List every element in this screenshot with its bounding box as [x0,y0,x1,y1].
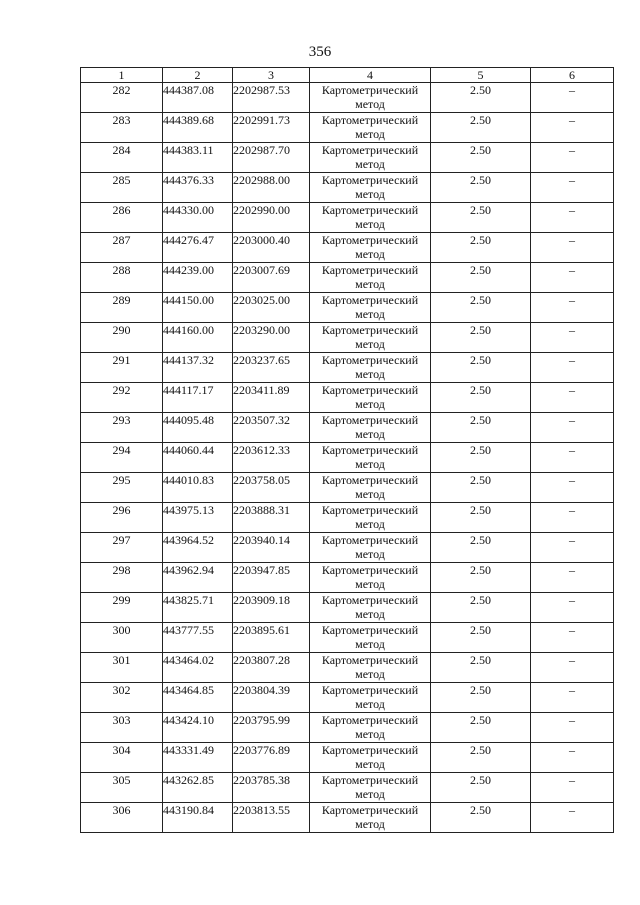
note-value: – [531,473,614,503]
method-line-2: метод [355,427,385,441]
method-line-2: метод [355,367,385,381]
coordinate-y: 2203290.00 [233,323,310,353]
coordinate-y: 2203776.89 [233,743,310,773]
note-value: – [531,143,614,173]
coordinate-x: 444060.44 [163,443,233,473]
method-cell [310,113,431,143]
table-row [81,653,614,683]
method-line-2: метод [355,637,385,651]
table-row [81,803,614,833]
method-line-2: метод [355,337,385,351]
note-value: – [531,653,614,683]
accuracy-value: 2.50 [431,443,531,473]
method-line-2: метод [355,697,385,711]
table-row [81,263,614,293]
note-value: – [531,413,614,443]
note-value: – [531,173,614,203]
note-value: – [531,623,614,653]
method-line-2: метод [355,757,385,771]
coordinate-y: 2203813.55 [233,803,310,833]
method-line-1: Картометрический [321,593,419,607]
column-header-4: 4 [310,68,431,83]
point-number: 295 [81,473,163,503]
point-number: 291 [81,353,163,383]
method-line-1: Картометрический [321,743,419,757]
coordinate-y: 2203785.38 [233,773,310,803]
table-row [81,413,614,443]
method-line-2: метод [355,817,385,831]
method-cell [310,803,431,833]
method-line-1: Картометрический [321,263,419,277]
coordinate-y: 2202987.53 [233,83,310,113]
coordinate-x: 443424.10 [163,713,233,743]
method-cell [310,83,431,113]
accuracy-value: 2.50 [431,653,531,683]
coordinate-x: 443331.49 [163,743,233,773]
accuracy-value: 2.50 [431,713,531,743]
table-row [81,683,614,713]
accuracy-value: 2.50 [431,503,531,533]
point-number: 297 [81,533,163,563]
note-value: – [531,323,614,353]
method-cell [310,533,431,563]
coordinate-y: 2203025.00 [233,293,310,323]
method-line-1: Картометрический [321,323,419,337]
method-line-2: метод [355,397,385,411]
coordinate-x: 443777.55 [163,623,233,653]
method-line-1: Картометрический [321,623,419,637]
coordinate-x: 444117.17 [163,383,233,413]
page-number: 356 [308,44,332,60]
table-row [81,293,614,323]
point-number: 296 [81,503,163,533]
coordinate-x: 444095.48 [163,413,233,443]
table-header [81,68,614,83]
accuracy-value: 2.50 [431,113,531,143]
note-value: – [531,353,614,383]
method-line-1: Картометрический [321,383,419,397]
accuracy-value: 2.50 [431,203,531,233]
method-line-2: метод [355,157,385,171]
table-body [81,83,614,833]
coordinate-y: 2203940.14 [233,533,310,563]
method-line-2: метод [355,187,385,201]
coordinate-y: 2203795.99 [233,713,310,743]
coordinate-x: 444276.47 [163,233,233,263]
method-line-1: Картометрический [321,563,419,577]
coordinate-y: 2203895.61 [233,623,310,653]
note-value: – [531,83,614,113]
accuracy-value: 2.50 [431,473,531,503]
note-value: – [531,233,614,263]
method-line-1: Картометрический [321,413,419,427]
coordinate-x: 444389.68 [163,113,233,143]
column-header-2: 2 [163,68,233,83]
table-row [81,83,614,113]
method-line-2: метод [355,217,385,231]
table-row [81,503,614,533]
point-number: 288 [81,263,163,293]
accuracy-value: 2.50 [431,683,531,713]
note-value: – [531,743,614,773]
note-value: – [531,293,614,323]
method-cell [310,443,431,473]
column-header-5: 5 [431,68,531,83]
point-number: 302 [81,683,163,713]
method-line-2: метод [355,247,385,261]
method-line-2: метод [355,457,385,471]
coordinate-y: 2202990.00 [233,203,310,233]
point-number: 293 [81,413,163,443]
coordinate-y: 2203909.18 [233,593,310,623]
coordinate-x: 443975.13 [163,503,233,533]
method-line-2: метод [355,127,385,141]
accuracy-value: 2.50 [431,173,531,203]
coordinate-y: 2202991.73 [233,113,310,143]
method-line-2: метод [355,727,385,741]
method-line-1: Картометрический [321,533,419,547]
method-line-1: Картометрический [321,353,419,367]
table-row [81,713,614,743]
table-row [81,443,614,473]
column-header-3: 3 [233,68,310,83]
method-line-2: метод [355,307,385,321]
coordinate-x: 444137.32 [163,353,233,383]
method-line-2: метод [355,607,385,621]
coordinate-y: 2203888.31 [233,503,310,533]
table-row [81,773,614,803]
accuracy-value: 2.50 [431,803,531,833]
table-row [81,323,614,353]
table-row [81,533,614,563]
accuracy-value: 2.50 [431,83,531,113]
table-row [81,383,614,413]
point-number: 290 [81,323,163,353]
accuracy-value: 2.50 [431,263,531,293]
method-line-2: метод [355,517,385,531]
table-row [81,593,614,623]
table-row [81,563,614,593]
note-value: – [531,263,614,293]
note-value: – [531,443,614,473]
accuracy-value: 2.50 [431,533,531,563]
method-cell [310,683,431,713]
point-number: 289 [81,293,163,323]
coordinates-table [80,67,614,833]
method-cell [310,173,431,203]
table-row [81,143,614,173]
point-number: 285 [81,173,163,203]
accuracy-value: 2.50 [431,593,531,623]
point-number: 299 [81,593,163,623]
method-cell [310,623,431,653]
coordinate-y: 2202987.70 [233,143,310,173]
table-row [81,173,614,203]
method-cell [310,263,431,293]
accuracy-value: 2.50 [431,773,531,803]
note-value: – [531,383,614,413]
note-value: – [531,533,614,563]
method-cell [310,383,431,413]
method-cell [310,773,431,803]
note-value: – [531,773,614,803]
method-line-1: Картометрический [321,83,419,97]
coordinate-y: 2203007.69 [233,263,310,293]
method-cell [310,203,431,233]
method-cell [310,503,431,533]
table-row [81,233,614,263]
method-cell [310,593,431,623]
point-number: 294 [81,443,163,473]
note-value: – [531,563,614,593]
accuracy-value: 2.50 [431,353,531,383]
note-value: – [531,683,614,713]
method-line-1: Картометрический [321,233,419,247]
method-line-1: Картометрический [321,683,419,697]
method-line-1: Картометрический [321,113,419,127]
point-number: 304 [81,743,163,773]
coordinate-x: 444330.00 [163,203,233,233]
point-number: 298 [81,563,163,593]
coordinate-y: 2203807.28 [233,653,310,683]
method-cell [310,233,431,263]
method-line-2: метод [355,277,385,291]
accuracy-value: 2.50 [431,323,531,353]
coordinate-x: 443464.02 [163,653,233,683]
coordinate-y: 2203612.33 [233,443,310,473]
point-number: 301 [81,653,163,683]
method-line-1: Картометрический [321,473,419,487]
accuracy-value: 2.50 [431,233,531,263]
method-line-1: Картометрический [321,773,419,787]
coordinate-y: 2203804.39 [233,683,310,713]
accuracy-value: 2.50 [431,563,531,593]
note-value: – [531,713,614,743]
accuracy-value: 2.50 [431,383,531,413]
point-number: 305 [81,773,163,803]
point-number: 300 [81,623,163,653]
point-number: 306 [81,803,163,833]
method-line-1: Картометрический [321,443,419,457]
coordinate-x: 444150.00 [163,293,233,323]
coordinate-y: 2203411.89 [233,383,310,413]
table-row [81,743,614,773]
accuracy-value: 2.50 [431,143,531,173]
coordinate-y: 2203758.05 [233,473,310,503]
point-number: 303 [81,713,163,743]
header-row [81,68,614,83]
accuracy-value: 2.50 [431,623,531,653]
note-value: – [531,203,614,233]
coordinate-x: 443825.71 [163,593,233,623]
point-number: 284 [81,143,163,173]
point-number: 282 [81,83,163,113]
method-line-1: Картометрический [321,503,419,517]
method-cell [310,713,431,743]
method-line-1: Картометрический [321,293,419,307]
note-value: – [531,803,614,833]
point-number: 292 [81,383,163,413]
coordinate-x: 443262.85 [163,773,233,803]
method-cell [310,293,431,323]
method-line-2: метод [355,787,385,801]
method-cell [310,413,431,443]
coordinate-x: 443464.85 [163,683,233,713]
coordinate-y: 2203237.65 [233,353,310,383]
coordinate-x: 443962.94 [163,563,233,593]
coordinate-y: 2203947.85 [233,563,310,593]
table-row [81,623,614,653]
coordinate-x: 444387.08 [163,83,233,113]
method-line-2: метод [355,547,385,561]
note-value: – [531,113,614,143]
coordinate-x: 444160.00 [163,323,233,353]
coordinate-x: 444010.83 [163,473,233,503]
point-number: 283 [81,113,163,143]
accuracy-value: 2.50 [431,413,531,443]
method-line-2: метод [355,577,385,591]
method-cell [310,323,431,353]
column-header-1: 1 [81,68,163,83]
method-cell [310,473,431,503]
method-cell [310,353,431,383]
coordinate-x: 443190.84 [163,803,233,833]
coordinate-x: 443964.52 [163,533,233,563]
coordinate-y: 2203000.40 [233,233,310,263]
coordinate-y: 2203507.32 [233,413,310,443]
accuracy-value: 2.50 [431,743,531,773]
column-header-6: 6 [531,68,614,83]
coordinate-x: 444376.33 [163,173,233,203]
table-row [81,203,614,233]
table-row [81,353,614,383]
point-number: 286 [81,203,163,233]
method-line-2: метод [355,667,385,681]
coordinate-y: 2202988.00 [233,173,310,203]
method-line-1: Картометрический [321,173,419,187]
method-line-1: Картометрический [321,203,419,217]
method-line-1: Картометрический [321,803,419,817]
method-line-1: Картометрический [321,653,419,667]
table-row [81,473,614,503]
coordinate-x: 444239.00 [163,263,233,293]
method-line-2: метод [355,487,385,501]
table-row [81,113,614,143]
method-cell [310,143,431,173]
method-cell [310,743,431,773]
note-value: – [531,503,614,533]
accuracy-value: 2.50 [431,293,531,323]
method-line-1: Картометрический [321,143,419,157]
method-line-2: метод [355,97,385,111]
point-number: 287 [81,233,163,263]
note-value: – [531,593,614,623]
method-cell [310,653,431,683]
method-line-1: Картометрический [321,713,419,727]
coordinate-x: 444383.11 [163,143,233,173]
method-cell [310,563,431,593]
